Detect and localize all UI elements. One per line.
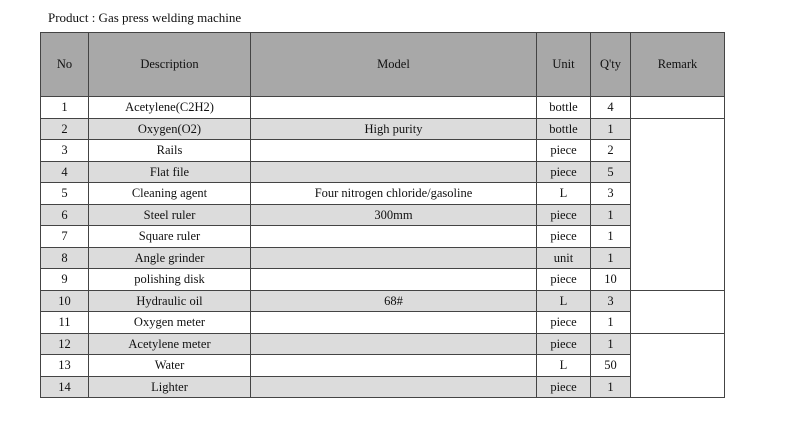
cell-unit: piece	[537, 333, 591, 355]
cell-unit: piece	[537, 376, 591, 398]
cell-no: 8	[41, 247, 89, 269]
product-title: Product : Gas press welding machine	[48, 10, 242, 25]
cell-description: Acetylene(C2H2)	[89, 97, 251, 119]
cell-description: polishing disk	[89, 269, 251, 291]
header-model: Model	[251, 33, 537, 97]
cell-unit: bottle	[537, 118, 591, 140]
cell-qty: 50	[591, 355, 631, 377]
cell-no: 7	[41, 226, 89, 248]
cell-model: High purity	[251, 118, 537, 140]
cell-no: 10	[41, 290, 89, 312]
cell-unit: piece	[537, 140, 591, 162]
cell-remark	[631, 290, 725, 333]
table-row	[41, 204, 725, 226]
table-header-row	[41, 33, 725, 97]
cell-qty: 1	[591, 118, 631, 140]
cell-description: Angle grinder	[89, 247, 251, 269]
cell-description: Rails	[89, 140, 251, 162]
cell-model	[251, 161, 537, 183]
cell-qty: 10	[591, 269, 631, 291]
cell-no: 13	[41, 355, 89, 377]
table-row	[41, 247, 725, 269]
cell-description: Steel ruler	[89, 204, 251, 226]
header-qty: Q'ty	[591, 33, 631, 97]
cell-unit: piece	[537, 269, 591, 291]
cell-qty: 2	[591, 140, 631, 162]
cell-remark	[631, 333, 725, 398]
table-row	[41, 140, 725, 162]
cell-unit: unit	[537, 247, 591, 269]
cell-description: Cleaning agent	[89, 183, 251, 205]
cell-unit: piece	[537, 226, 591, 248]
table-row	[41, 161, 725, 183]
cell-qty: 1	[591, 333, 631, 355]
cell-qty: 1	[591, 312, 631, 334]
cell-model	[251, 97, 537, 119]
cell-no: 9	[41, 269, 89, 291]
table-row	[41, 333, 725, 355]
cell-description: Lighter	[89, 376, 251, 398]
cell-unit: piece	[537, 312, 591, 334]
cell-qty: 3	[591, 290, 631, 312]
table-row	[41, 226, 725, 248]
cell-remark	[631, 118, 725, 290]
table-row	[41, 355, 725, 377]
cell-model	[251, 312, 537, 334]
table-row	[41, 312, 725, 334]
header-description: Description	[89, 33, 251, 97]
table-row	[41, 118, 725, 140]
table-row	[41, 183, 725, 205]
cell-no: 14	[41, 376, 89, 398]
cell-model	[251, 376, 537, 398]
cell-model: 68#	[251, 290, 537, 312]
cell-model	[251, 269, 537, 291]
cell-description: Hydraulic oil	[89, 290, 251, 312]
cell-model: 300mm	[251, 204, 537, 226]
cell-qty: 5	[591, 161, 631, 183]
cell-model	[251, 247, 537, 269]
cell-qty: 4	[591, 97, 631, 119]
cell-model	[251, 140, 537, 162]
cell-unit: piece	[537, 204, 591, 226]
table-row	[41, 290, 725, 312]
cell-no: 12	[41, 333, 89, 355]
cell-unit: L	[537, 355, 591, 377]
cell-model	[251, 333, 537, 355]
header-no: No	[41, 33, 89, 97]
cell-description: Oxygen meter	[89, 312, 251, 334]
cell-no: 3	[41, 140, 89, 162]
cell-remark	[631, 97, 725, 119]
cell-description: Water	[89, 355, 251, 377]
cell-unit: L	[537, 290, 591, 312]
cell-description: Flat file	[89, 161, 251, 183]
cell-no: 6	[41, 204, 89, 226]
cell-model: Four nitrogen chloride/gasoline	[251, 183, 537, 205]
items-table	[40, 32, 725, 398]
cell-unit: bottle	[537, 97, 591, 119]
cell-qty: 1	[591, 247, 631, 269]
table-row	[41, 97, 725, 119]
cell-qty: 1	[591, 376, 631, 398]
cell-no: 4	[41, 161, 89, 183]
cell-qty: 3	[591, 183, 631, 205]
cell-unit: piece	[537, 161, 591, 183]
cell-no: 2	[41, 118, 89, 140]
cell-description: Acetylene meter	[89, 333, 251, 355]
cell-no: 11	[41, 312, 89, 334]
cell-qty: 1	[591, 226, 631, 248]
cell-no: 5	[41, 183, 89, 205]
cell-model	[251, 226, 537, 248]
table-row	[41, 376, 725, 398]
cell-description: Oxygen(O2)	[89, 118, 251, 140]
table-row	[41, 269, 725, 291]
cell-qty: 1	[591, 204, 631, 226]
cell-unit: L	[537, 183, 591, 205]
header-remark: Remark	[631, 33, 725, 97]
cell-description: Square ruler	[89, 226, 251, 248]
cell-no: 1	[41, 97, 89, 119]
cell-model	[251, 355, 537, 377]
header-unit: Unit	[537, 33, 591, 97]
